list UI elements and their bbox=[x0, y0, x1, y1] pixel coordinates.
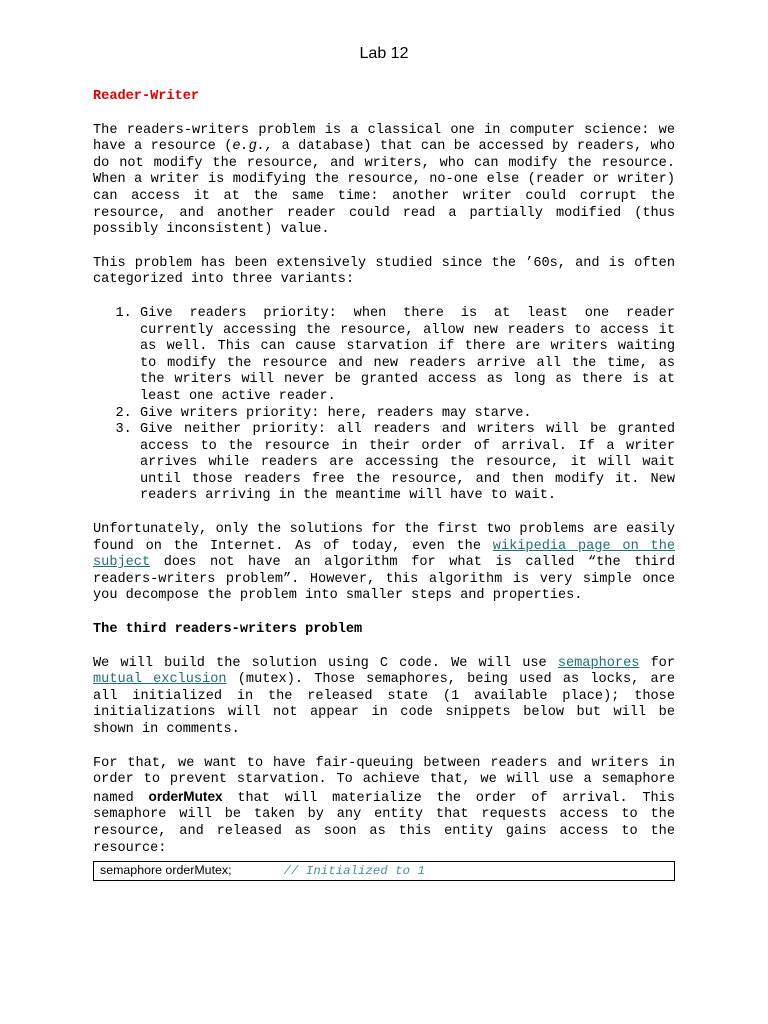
list-item: 3. Give neither priority: all readers and writers will be granted access to the resource in their order of arrival. If a writer arrives while readers are accessing the resource, it will wait until those readers free the resource, and then modify it. New readers arriving in the meantime will have to wait. bbox=[140, 422, 675, 505]
code-comment: // Initialized to 1 bbox=[283, 864, 425, 879]
variants-intro-paragraph: This problem has been extensively studied since the ’60s, and is often categorized into three variants: bbox=[93, 255, 675, 288]
page-title: Lab 12 bbox=[359, 45, 409, 62]
fair-queuing-paragraph: For that, we want to have fair-queuing between readers and writers in order to prevent starvation. To achieve that, we will use a semaphore named orderMutex that will materialize the order of arrival. This semaphore will be taken by any entity that requests access to the resource, and released as soon as this entity gains access to the resource: bbox=[93, 755, 675, 856]
third-problem-heading: The third readers-writers problem bbox=[93, 622, 363, 638]
intro-paragraph: The readers-writers problem is a classical one in computer science: we have a resource (e.g., a database) that can be accessed by readers, who do not modify the resource, and writers, who can modify the resource. When a writer is modifying the resource, no-one else (reader or writer) can access it at the same time: another writer could corrupt the resource, and another reader could read a partially modified (thus possibly inconsistent) value. bbox=[93, 122, 675, 238]
unfortunately-paragraph: Unfortunately, only the solutions for the first two problems are easily found on the Internet. As of today, even the wikipedia page on the subject does not have an algorithm for what is called “the third readers-writers problem”. However, this algorithm is very simple once you decompose the problem into smaller steps and properties. bbox=[93, 522, 676, 604]
variants-list bbox=[93, 306, 675, 505]
build-paragraph: We will build the solution using C code. We will use semaphores for mutual exclusion (mutex). Those semaphores, being used as locks, are all initialized in the released state (1 available place); those initializations will not appear in code snippets below but will be shown in comments. bbox=[93, 655, 675, 737]
eg-italic: e.g., bbox=[232, 139, 274, 155]
code-declaration: semaphore orderMutex; bbox=[100, 863, 232, 878]
list-item: 1. Give readers priority: when there is at least one reader currently accessing the resource, allow new readers to access it as well. This can cause starvation if there are writers waiting to modify the resource and new readers arrive all the time, as the writers will never be granted access as long as there is at least one active reader. bbox=[140, 306, 675, 406]
document-page bbox=[93, 44, 675, 881]
section-title: Reader-Writer bbox=[93, 89, 200, 104]
semaphores-link[interactable]: semaphores bbox=[557, 655, 640, 671]
code-snippet bbox=[93, 861, 675, 881]
mutual-exclusion-link[interactable]: mutual exclusion bbox=[93, 672, 227, 688]
wikipedia-link[interactable]: wikipedia page on the subject bbox=[93, 538, 676, 571]
list-item: 2. Give writers priority: here, readers may starve. bbox=[140, 406, 675, 423]
order-mutex-bold: orderMutex bbox=[148, 788, 223, 804]
